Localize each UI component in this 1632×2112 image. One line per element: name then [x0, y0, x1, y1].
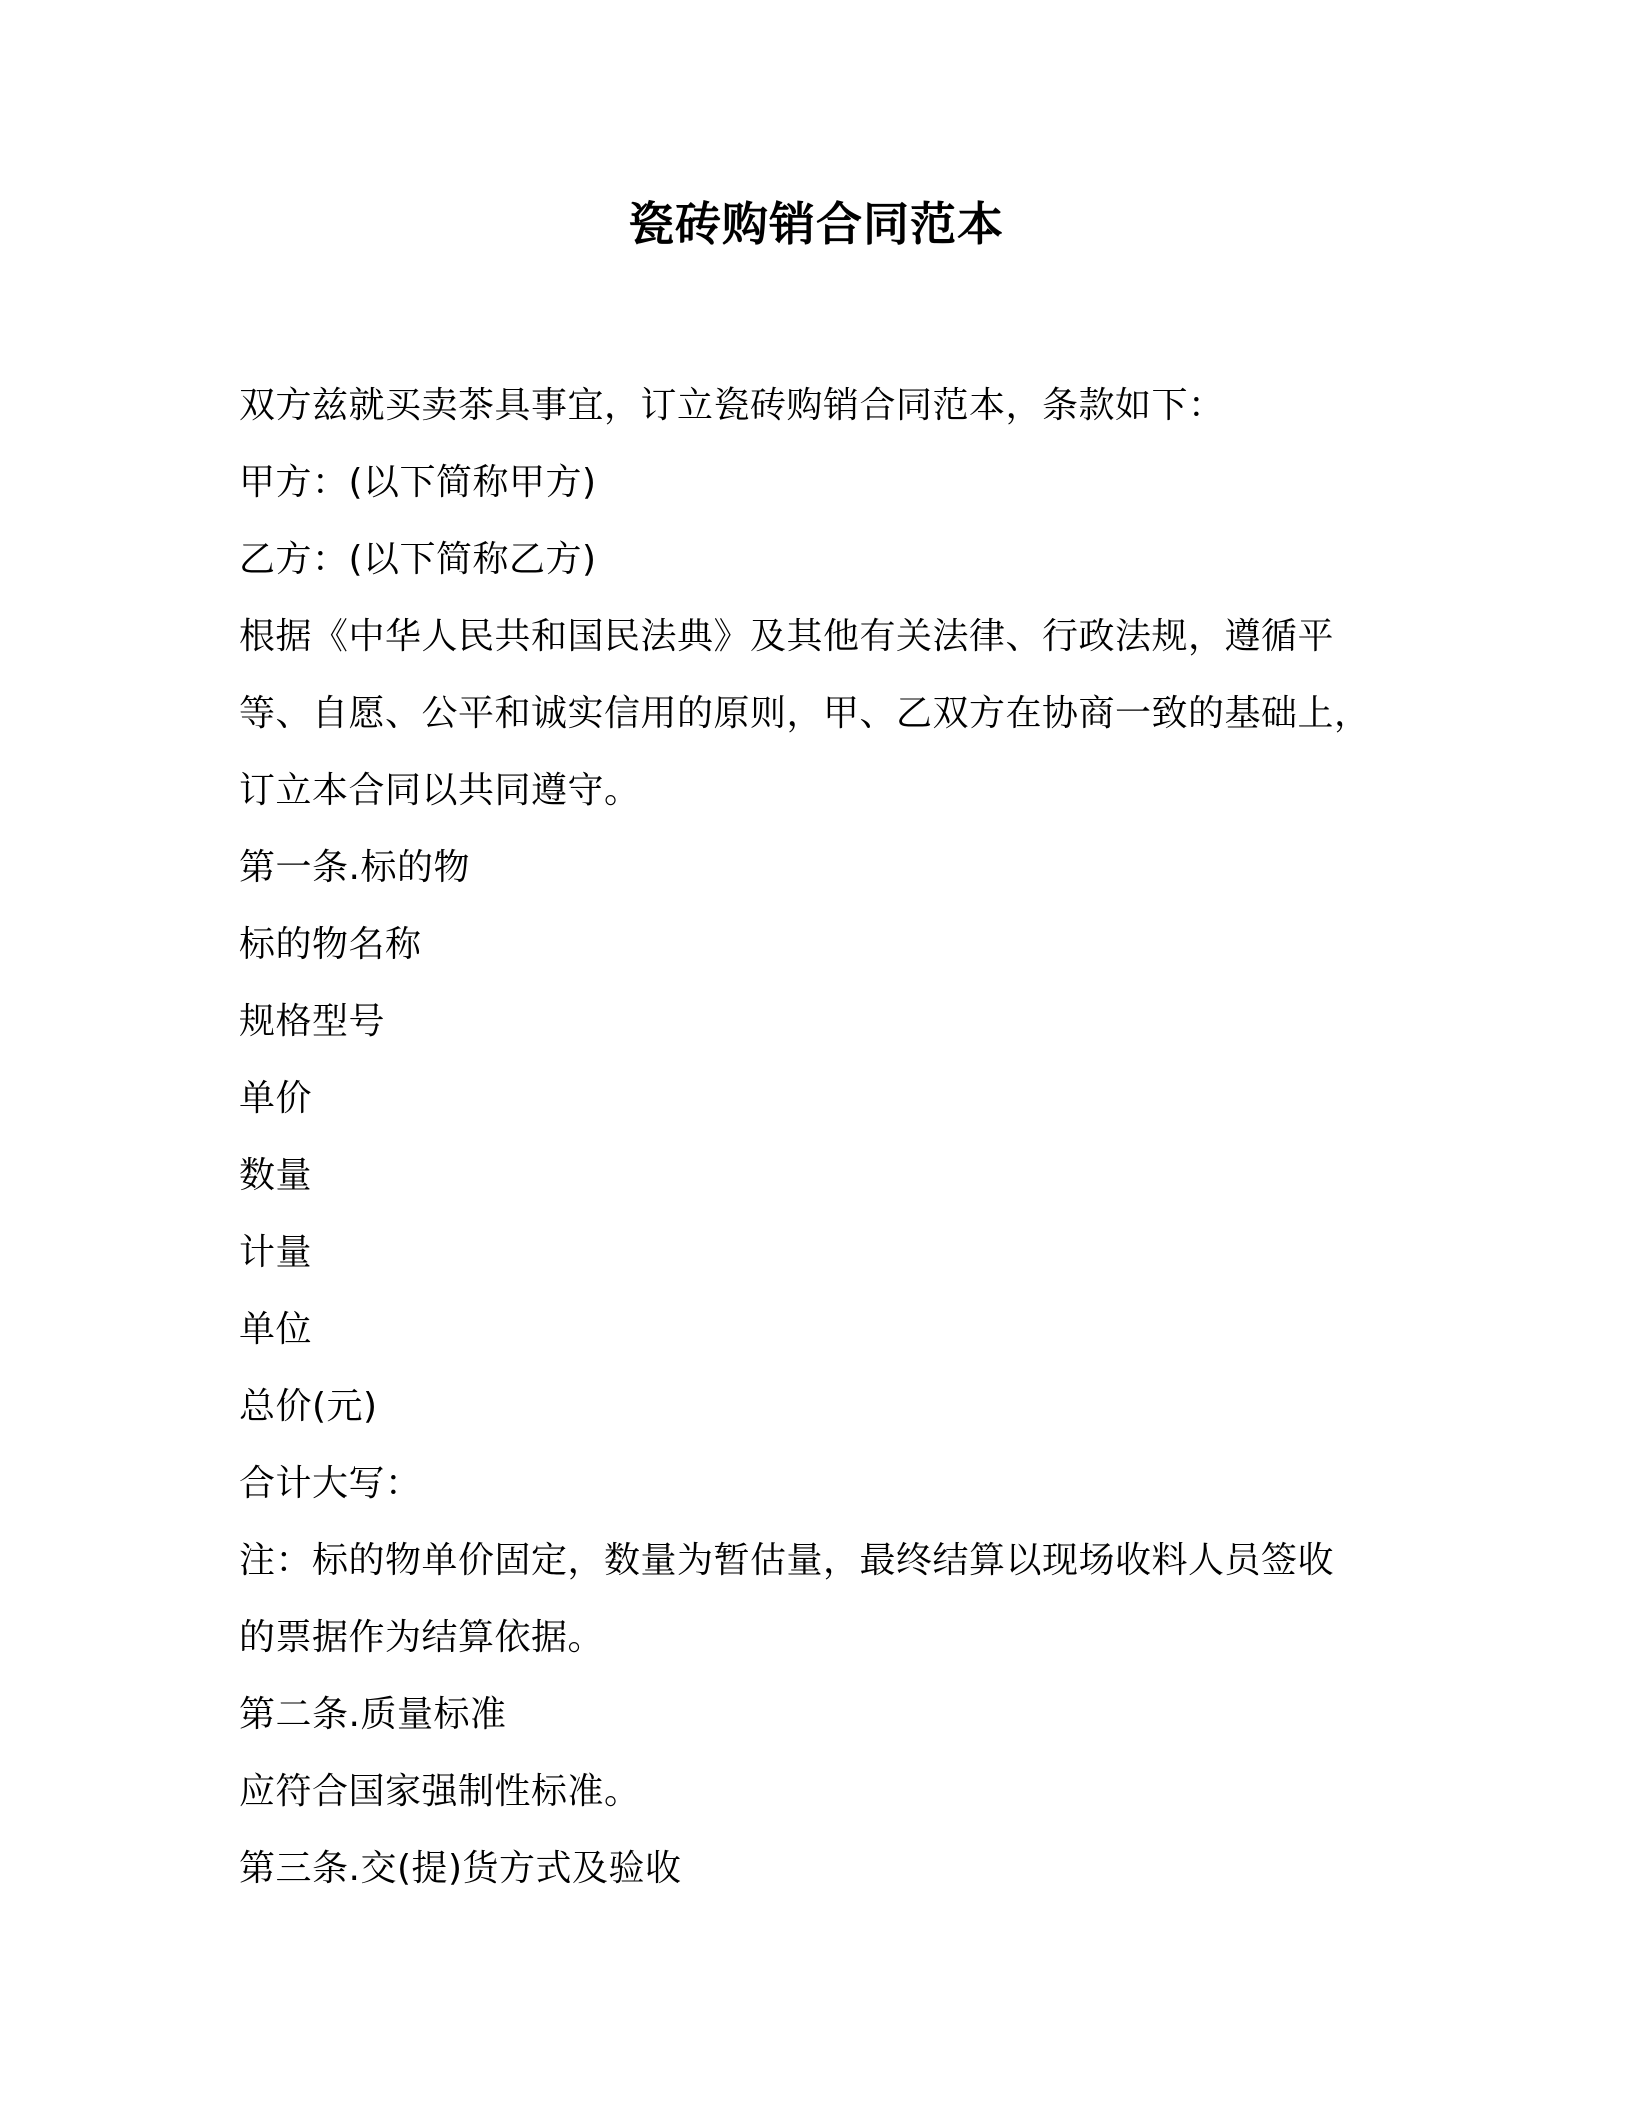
party-a-line: 甲方：(以下简称甲方)	[239, 462, 597, 503]
basis-line-1: 根据《中华人民共和国民法典》及其他有关法律、行政法规，遵循平	[239, 616, 1335, 657]
party-b-line: 乙方：(以下简称乙方)	[239, 539, 597, 580]
article-3-heading: 第三条.交(提)货方式及验收	[239, 1848, 682, 1889]
article-1-heading: 第一条.标的物	[239, 847, 470, 888]
item-name-label: 标的物名称	[239, 924, 422, 965]
intro-line: 双方兹就买卖茶具事宜，订立瓷砖购销合同范本，条款如下：	[239, 385, 1225, 426]
basis-line-2: 等、自愿、公平和诚实信用的原则，甲、乙双方在协商一致的基础上，	[239, 693, 1371, 734]
document-title: 瓷砖购销合同范本	[628, 197, 1004, 251]
total-capital-label: 合计大写：	[239, 1463, 422, 1504]
measure-label: 计量	[239, 1232, 313, 1273]
quantity-label: 数量	[239, 1155, 313, 1196]
unit-price-label: 单价	[239, 1078, 313, 1119]
basis-line-3: 订立本合同以共同遵守。	[239, 770, 641, 811]
note-line-2: 的票据作为结算依据。	[239, 1617, 605, 1658]
note-line-1: 注：标的物单价固定，数量为暂估量，最终结算以现场收料人员签收	[239, 1540, 1335, 1581]
unit-label: 单位	[239, 1309, 313, 1350]
document-body	[239, 367, 1399, 1907]
quality-standard-line: 应符合国家强制性标准。	[239, 1771, 641, 1812]
spec-model-label: 规格型号	[239, 1001, 386, 1042]
total-price-label: 总价(元)	[239, 1386, 378, 1427]
article-2-heading: 第二条.质量标准	[239, 1694, 507, 1735]
